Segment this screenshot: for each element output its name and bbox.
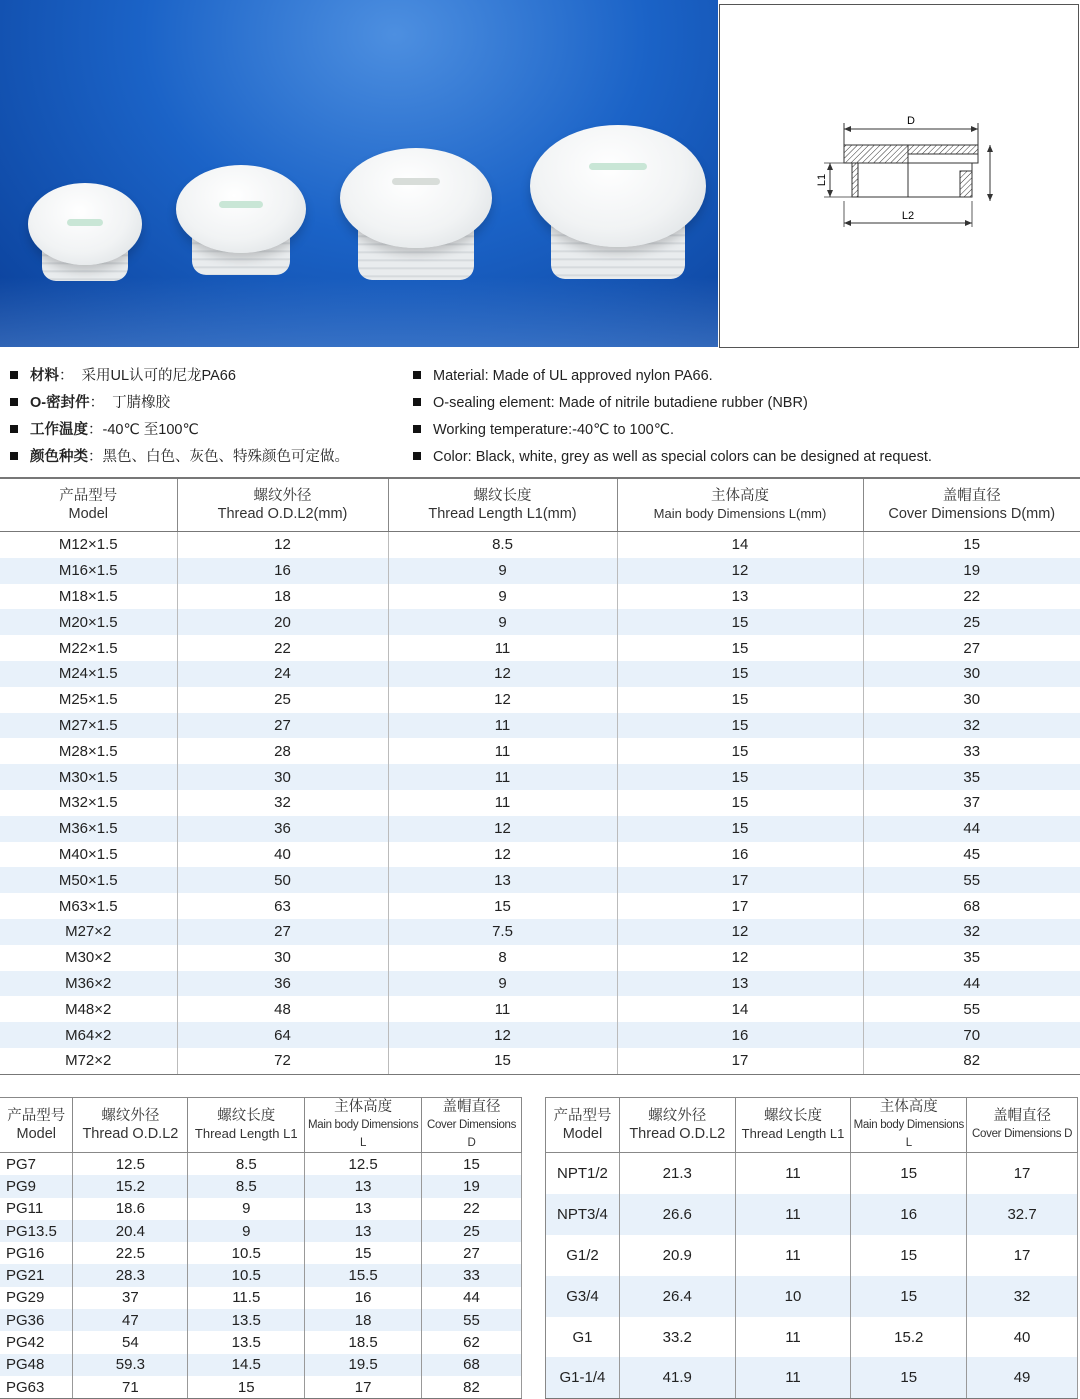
cell-model: PG9 [0,1175,73,1197]
cell-main-body: 15 [617,609,863,635]
cell-thread-od: 26.4 [619,1276,735,1317]
header-thread-length: 螺纹长度 Thread Length L1(mm) [388,478,617,532]
cell-thread-length: 7.5 [388,919,617,945]
cell-model: M18×1.5 [58,587,118,605]
cell-thread-length: 9 [188,1198,305,1220]
table-row [0,1376,522,1399]
cell-cover-dimensions: 17 [967,1153,1078,1194]
table-row [0,1048,1080,1074]
cell-cover-dimensions: 32 [967,1276,1078,1317]
header-main-body: 主体高度 Main body Dimensions L(mm) [617,478,863,532]
cell-thread-length: 9 [388,558,617,584]
cell-thread-length: 8.5 [188,1153,305,1176]
header-thread-length: 螺纹长度 Thread Length L1 [188,1098,305,1153]
pg-thread-table [0,1097,522,1399]
cell-thread-length: 9 [188,1220,305,1242]
cell-model: PG21 [0,1264,73,1286]
cell-main-body: 18 [305,1309,422,1331]
cell-main-body: 17 [617,1048,863,1074]
cell-thread-length: 11 [735,1194,851,1235]
cell-cover-dimensions: 25 [863,609,1080,635]
cell-thread-od: 28.3 [73,1264,188,1286]
cell-main-body: 15.5 [305,1264,422,1286]
table-row [546,1276,1078,1317]
cell-cover-dimensions: 33 [422,1264,522,1286]
cell-model: M24×1.5 [0,661,177,687]
cell-main-body: 15 [851,1153,967,1194]
table-row [546,1235,1078,1276]
cell-thread-length: 14.5 [188,1354,305,1376]
cell-thread-od: 22.5 [73,1242,188,1264]
cell-model: M27×2 [0,919,177,945]
cell-cover-dimensions: 62 [422,1331,522,1353]
table-row [0,1264,522,1286]
bullet-icon [413,452,421,460]
cell-thread-length: 11 [388,713,617,739]
cell-model: PG48 [0,1354,73,1376]
cell-thread-od: 32 [177,790,388,816]
cell-model: M50×1.5 [0,867,177,893]
cell-main-body: 15 [617,816,863,842]
cell-cover-dimensions: 19 [422,1175,522,1197]
dimension-drawing [719,4,1079,348]
photo-floor-reflection [0,277,718,347]
cell-thread-od: 22 [177,635,388,661]
cell-cover-dimensions: 55 [863,867,1080,893]
cell-thread-od: 27 [177,713,388,739]
table-row [0,687,1080,713]
cell-cover-dimensions: 45 [863,842,1080,868]
cell-main-body: 13 [617,584,863,610]
cell-model: M12×1.5 [58,536,118,554]
table-row [0,893,1080,919]
table-row [0,532,1080,558]
blanking-plug-medium [176,165,306,280]
cell-thread-od: 24 [177,661,388,687]
cell-model: M30×2 [65,949,112,967]
cell-thread-length: 15 [188,1376,305,1399]
spec-en-color: Color: Black, white, grey as well as special colors can be designed at request. [413,446,932,468]
cell-cover-dimensions: 22 [422,1198,522,1220]
cell-thread-od: 41.9 [619,1357,735,1398]
table-row [0,713,1080,739]
blanking-plug-small [28,183,142,283]
cell-model: M63×1.5 [58,897,118,915]
cell-thread-length: 15 [388,893,617,919]
cell-cover-dimensions: 32 [863,919,1080,945]
spec-cn-seal: O-密封件： 丁腈橡胶 [10,392,170,414]
table-header-row [0,478,1080,532]
cell-model: PG11 [0,1198,73,1220]
metric-thread-table [0,477,1080,1075]
cell-cover-dimensions: 44 [863,971,1080,997]
table-row [0,816,1080,842]
cell-main-body: 15 [851,1235,967,1276]
bullet-icon [10,371,18,379]
cell-thread-od: 48 [177,996,388,1022]
cell-thread-length: 15 [388,1048,617,1074]
cell-cover-dimensions: 35 [863,945,1080,971]
cell-thread-length: 10.5 [188,1264,305,1286]
cell-thread-length: 11 [735,1317,851,1358]
cell-thread-length: 12 [388,816,617,842]
cell-model: PG13.5 [0,1220,73,1242]
cell-thread-od: 20.9 [619,1235,735,1276]
cell-cover-dimensions: 15 [863,532,1080,558]
cell-cover-dimensions: 44 [863,816,1080,842]
table-row [0,1022,1080,1048]
label-l2: L2 [901,210,915,222]
header-model: 产品型号 Model [546,1098,620,1153]
cell-thread-length: 11 [388,635,617,661]
table-row [0,971,1080,997]
cell-cover-dimensions: 68 [863,893,1080,919]
spec-cn-temperature: 工作温度：-40℃ 至100℃ [10,419,199,441]
cell-model: PG16 [0,1242,73,1264]
header-model: 产品型号 Model [0,1098,73,1153]
cell-main-body: 16 [851,1194,967,1235]
cell-main-body: 12.5 [305,1153,422,1176]
cell-model: M36×2 [0,971,177,997]
cell-thread-length: 11 [735,1357,851,1398]
cell-cover-dimensions: 30 [863,661,1080,687]
cell-cover-dimensions: 82 [863,1048,1080,1074]
cell-main-body: 15.2 [851,1317,967,1358]
cell-thread-od: 25 [177,687,388,713]
table-row [0,609,1080,635]
header-cover-dimensions: 盖帽直径 Cover Dimensions D [422,1098,522,1153]
cell-thread-od: 30 [177,764,388,790]
npt-g-thread-table [545,1097,1078,1399]
spec-en-temperature: Working temperature:-40℃ to 100℃. [413,419,674,441]
header-main-body: 主体高度 Main body Dimensions L [305,1098,422,1153]
table-row [0,945,1080,971]
table-row [546,1153,1078,1194]
cell-thread-od: 12 [177,532,388,558]
label-d: D [907,115,915,127]
cell-main-body: 14 [617,532,863,558]
cell-cover-dimensions: 32.7 [967,1194,1078,1235]
cell-cover-dimensions: 68 [422,1354,522,1376]
bullet-icon [10,425,18,433]
table-row [0,1242,522,1264]
cell-thread-length: 8.5 [388,532,617,558]
cell-thread-od: 59.3 [73,1354,188,1376]
table-row [0,738,1080,764]
cell-main-body: 15 [617,790,863,816]
cell-main-body: 15 [305,1242,422,1264]
cell-model: G1/2 [546,1235,620,1276]
cell-cover-dimensions: 44 [422,1287,522,1309]
cell-model: NPT3/4 [546,1194,620,1235]
cell-thread-length: 11 [388,738,617,764]
cell-thread-length: 12 [388,1022,617,1048]
cell-cover-dimensions: 40 [967,1317,1078,1358]
header-model: 产品型号 Model [0,478,177,532]
bullet-icon [413,425,421,433]
cell-main-body: 12 [617,558,863,584]
cell-cover-dimensions: 55 [422,1309,522,1331]
cell-model: M27×1.5 [0,713,177,739]
cell-main-body: 15 [617,764,863,790]
table-row [0,1175,522,1197]
table-row [546,1194,1078,1235]
cell-thread-length: 12 [388,661,617,687]
cell-thread-od: 12.5 [73,1153,188,1176]
cell-thread-od: 21.3 [619,1153,735,1194]
cell-thread-od: 64 [177,1022,388,1048]
table-row [0,996,1080,1022]
cell-cover-dimensions: 19 [863,558,1080,584]
cell-main-body: 15 [851,1357,967,1398]
header-thread-length: 螺纹长度 Thread Length L1 [735,1098,851,1153]
table-row [0,919,1080,945]
cell-thread-length: 10 [735,1276,851,1317]
cell-model: M28×1.5 [58,742,118,760]
cell-model: G1-1/4 [546,1357,620,1398]
header-thread-od: 螺纹外径 Thread O.D.L2 [73,1098,188,1153]
cell-cover-dimensions: 37 [863,790,1080,816]
table-row [0,584,1080,610]
table-row [0,558,1080,584]
cell-main-body: 17 [305,1376,422,1399]
cell-main-body: 16 [305,1287,422,1309]
cell-model: M48×2 [65,1000,112,1018]
cell-thread-od: 20.4 [73,1220,188,1242]
bullet-icon [10,398,18,406]
cell-cover-dimensions: 15 [422,1153,522,1176]
cell-model: M32×1.5 [58,794,118,812]
cell-cover-dimensions: 17 [967,1235,1078,1276]
cell-main-body: 15 [617,713,863,739]
cell-thread-length: 12 [388,842,617,868]
cell-model: G3/4 [546,1276,620,1317]
cell-main-body: 12 [617,945,863,971]
cell-model: M20×1.5 [0,609,177,635]
cell-model: M64×2 [0,1022,177,1048]
bullet-icon [413,398,421,406]
table-row [546,1357,1078,1398]
cell-main-body: 15 [851,1276,967,1317]
cell-model: G1 [546,1317,620,1358]
cell-main-body: 18.5 [305,1331,422,1353]
cell-thread-od: 28 [177,738,388,764]
cell-cover-dimensions: 49 [967,1357,1078,1398]
cell-thread-length: 9 [388,609,617,635]
cell-main-body: 12 [617,919,863,945]
header-cover-dimensions: 盖帽直径 Cover Dimensions D(mm) [863,478,1080,532]
cell-main-body: 13 [305,1198,422,1220]
cell-thread-length: 9 [388,971,617,997]
cell-cover-dimensions: 55 [863,996,1080,1022]
cell-thread-od: 30 [177,945,388,971]
cell-main-body: 15 [617,687,863,713]
cell-main-body: 19.5 [305,1354,422,1376]
cell-cover-dimensions: 22 [863,584,1080,610]
table-row [0,1331,522,1353]
table-row [0,1354,522,1376]
cell-model: M16×1.5 [0,558,177,584]
cell-model: M72×2 [0,1048,177,1074]
cell-thread-length: 8 [388,945,617,971]
table-row [0,661,1080,687]
cell-main-body: 17 [617,867,863,893]
cell-thread-length: 13 [388,867,617,893]
cell-main-body: 16 [617,842,863,868]
table-row [0,1309,522,1331]
cell-cover-dimensions: 35 [863,764,1080,790]
cell-thread-od: 15.2 [73,1175,188,1197]
cell-model: M25×1.5 [58,691,118,709]
header-thread-od: 螺纹外径 Thread O.D.L2(mm) [177,478,388,532]
bullet-icon [413,371,421,379]
cell-main-body: 15 [617,738,863,764]
cell-thread-length: 11 [388,790,617,816]
cell-thread-od: 71 [73,1376,188,1399]
cell-model: PG7 [0,1153,73,1176]
cell-thread-length: 10.5 [188,1242,305,1264]
cell-cover-dimensions: 30 [863,687,1080,713]
table-row [0,790,1080,816]
cell-main-body: 13 [305,1175,422,1197]
cell-thread-od: 50 [177,867,388,893]
cell-cover-dimensions: 27 [422,1242,522,1264]
cell-thread-od: 27 [177,919,388,945]
cell-main-body: 16 [617,1022,863,1048]
cell-thread-od: 37 [73,1287,188,1309]
spec-cn-color: 颜色种类：黑色、白色、灰色、特殊颜色可定做。 [10,446,349,468]
table-row [0,842,1080,868]
table-row [0,635,1080,661]
cell-cover-dimensions: 82 [422,1376,522,1399]
blanking-plug-xlarge [530,125,706,283]
cell-model: PG36 [0,1309,73,1331]
cell-cover-dimensions: 33 [863,738,1080,764]
spec-cn-material: 材料： 采用UL认可的尼龙PA66 [10,365,236,387]
cell-model: M30×1.5 [0,764,177,790]
table-row [0,1198,522,1220]
cell-thread-od: 36 [177,816,388,842]
cell-thread-length: 11 [388,996,617,1022]
table-row [0,764,1080,790]
table-header-row [546,1098,1078,1153]
table-row [0,1153,522,1176]
cell-main-body: 15 [617,635,863,661]
cell-thread-od: 26.6 [619,1194,735,1235]
table-row [546,1317,1078,1358]
blanking-plug-large [340,148,492,283]
spec-en-seal: O-sealing element: Made of nitrile butadiene rubber (NBR) [413,392,808,414]
table-header-row [0,1098,522,1153]
spec-en-material: Material: Made of UL approved nylon PA66. [413,365,713,387]
cell-model: M36×1.5 [0,816,177,842]
cell-main-body: 14 [617,996,863,1022]
product-photo [0,0,718,347]
cell-main-body: 13 [617,971,863,997]
cell-main-body: 13 [305,1220,422,1242]
dimension-drawing-svg [720,5,1078,347]
cell-thread-od: 54 [73,1331,188,1353]
cell-model: PG63 [0,1376,73,1399]
cell-thread-length: 12 [388,687,617,713]
cell-thread-length: 8.5 [188,1175,305,1197]
cell-thread-length: 11 [388,764,617,790]
cell-model: M22×1.5 [58,639,118,657]
cell-thread-od: 16 [177,558,388,584]
label-l1: L1 [816,173,828,187]
cell-thread-od: 72 [177,1048,388,1074]
cell-cover-dimensions: 70 [863,1022,1080,1048]
header-cover-dimensions: 盖帽直径 Cover Dimensions D [967,1098,1078,1153]
cell-cover-dimensions: 25 [422,1220,522,1242]
cell-cover-dimensions: 32 [863,713,1080,739]
cell-thread-od: 18.6 [73,1198,188,1220]
cell-thread-length: 9 [388,584,617,610]
cell-thread-od: 40 [177,842,388,868]
cell-thread-od: 36 [177,971,388,997]
cell-thread-od: 33.2 [619,1317,735,1358]
table-row [0,867,1080,893]
table-row [0,1220,522,1242]
header-main-body: 主体高度 Main body Dimensions L [851,1098,967,1153]
cell-thread-length: 13.5 [188,1331,305,1353]
cell-model: NPT1/2 [546,1153,620,1194]
cell-thread-od: 20 [177,609,388,635]
cell-cover-dimensions: 27 [863,635,1080,661]
cell-thread-od: 47 [73,1309,188,1331]
cell-thread-length: 11 [735,1153,851,1194]
header-thread-od: 螺纹外径 Thread O.D.L2 [619,1098,735,1153]
bullet-icon [10,452,18,460]
table-row [0,1287,522,1309]
cell-thread-od: 18 [177,584,388,610]
cell-main-body: 17 [617,893,863,919]
cell-thread-length: 11.5 [188,1287,305,1309]
cell-main-body: 15 [617,661,863,687]
cell-thread-length: 13.5 [188,1309,305,1331]
cell-thread-od: 63 [177,893,388,919]
cell-model: PG42 [0,1331,73,1353]
cell-model: M40×1.5 [58,845,118,863]
cell-thread-length: 11 [735,1235,851,1276]
cell-model: PG29 [0,1287,73,1309]
